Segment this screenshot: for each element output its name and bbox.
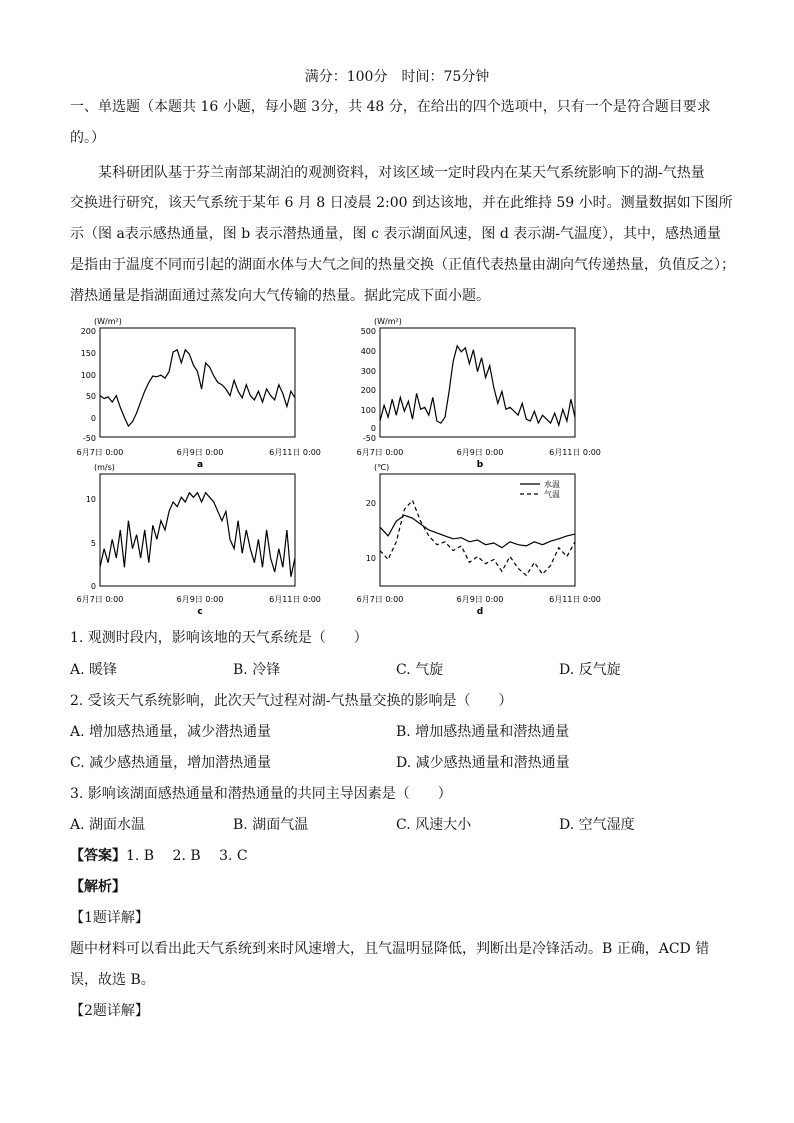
chart-c-unit: (m/s) xyxy=(94,463,115,472)
chart-a-caption: a xyxy=(196,460,204,470)
question-3-option-d: D. 空气湿度 xyxy=(559,817,635,833)
analysis-label: 【解析】 xyxy=(70,879,126,895)
y-tick-label: 5 xyxy=(90,539,96,548)
y-tick-label: -50 xyxy=(362,434,376,443)
question-1-option-c: C. 气旋 xyxy=(396,662,444,678)
y-tick-label: 400 xyxy=(360,347,376,356)
question-3-option-a: A. 湖面水温 xyxy=(70,817,146,833)
passage-line: 是指由于温度不同而引起的湖面水体与大气之间的热量交换（正值代表热量由湖向气传递热量，负值反之）； xyxy=(70,257,735,273)
detail-1-line: 题中材料可以看出此天气系统到来时风速增大，且气温明显降低，判断出是冷锋活动。B 正确，ACD 错 xyxy=(70,941,710,957)
answer-text: 1. B 2. B 3. C xyxy=(126,848,248,864)
answer-label: 【答案】 xyxy=(70,848,126,864)
chart-b-frame xyxy=(380,328,575,437)
y-tick-label: 20 xyxy=(365,499,376,508)
chart-a-unit: (W/m²) xyxy=(94,317,122,326)
question-1-option-a: A. 暖锋 xyxy=(70,662,118,678)
chart-c-caption: c xyxy=(197,607,203,617)
y-tick-label: 10 xyxy=(365,554,376,563)
chart-b-yticks xyxy=(361,327,376,443)
question-2-option-c: C. 减少感热通量，增加潜热通量 xyxy=(70,755,272,771)
question-2-option-b: B. 增加感热通量和潜热通量 xyxy=(396,724,570,740)
chart-d-caption: d xyxy=(476,607,484,617)
chart-c-series-line xyxy=(100,493,295,577)
chart-d-series-water-line xyxy=(380,515,575,547)
y-tick-label: 100 xyxy=(80,371,96,380)
exam-header: 满分：100分 时间：75分钟 xyxy=(304,69,490,85)
y-tick-label: 200 xyxy=(80,327,96,336)
chart-c xyxy=(70,458,340,618)
chart-a-yticks xyxy=(81,327,96,443)
question-3-option-b: B. 湖面气温 xyxy=(233,817,309,833)
legend-label-air: 气温 xyxy=(544,490,560,499)
y-tick-label: -50 xyxy=(82,434,96,443)
y-tick-label: 300 xyxy=(360,367,376,376)
legend-label-water: 水温 xyxy=(544,480,560,489)
y-tick-label: 0 xyxy=(90,582,96,591)
question-2-stem: 2. 受该天气系统影响，此次天气过程对湖-气热量交换的影响是（ ） xyxy=(70,693,513,709)
chart-d-yticks xyxy=(366,499,376,563)
detail-1-line: 误，故选 B。 xyxy=(70,972,155,988)
x-tick-label: 6月9日 0:00 xyxy=(176,448,224,457)
y-tick-label: 200 xyxy=(360,386,376,395)
detail-1-title: 【1题详解】 xyxy=(70,910,149,926)
x-tick-label: 6月11日 0:00 xyxy=(269,595,321,604)
section-title: 一、单选题（本题共 16 小题，每小题 3分，共 48 分，在给出的四个选项中，只有一个是符合题目要求 xyxy=(70,99,711,115)
y-tick-label: 100 xyxy=(360,406,376,415)
chart-a-series-line xyxy=(100,350,295,426)
y-tick-label: 0 xyxy=(370,424,376,433)
question-1-stem: 1. 观测时段内，影响该地的天气系统是（ ） xyxy=(70,630,368,646)
chart-b-series-line xyxy=(380,346,575,425)
chart-b-caption: b xyxy=(476,460,484,470)
x-tick-label: 6月11日 0:00 xyxy=(549,595,601,604)
chart-d xyxy=(350,458,620,618)
passage-line: 示（图 a表示感热通量，图 b 表示潜热通量，图 c 表示湖面风速，图 d 表示湖-气温度），其中，感热通量 xyxy=(70,226,721,242)
chart-d-legend xyxy=(520,479,560,499)
question-2-option-d: D. 减少感热通量和潜热通量 xyxy=(396,755,570,771)
x-tick-label: 6月7日 0:00 xyxy=(356,595,404,604)
x-tick-label: 6月11日 0:00 xyxy=(549,448,601,457)
chart-a-frame xyxy=(100,328,295,437)
x-tick-label: 6月9日 0:00 xyxy=(456,595,504,604)
x-tick-label: 6月7日 0:00 xyxy=(76,595,124,604)
question-1-option-d: D. 反气旋 xyxy=(559,662,621,678)
y-tick-label: 0 xyxy=(90,414,96,423)
chart-c-yticks xyxy=(86,495,96,591)
chart-d-series-air-line xyxy=(380,501,575,576)
section-title-continued: 的。） xyxy=(70,130,105,146)
x-tick-label: 6月7日 0:00 xyxy=(356,448,404,457)
y-tick-label: 10 xyxy=(85,495,96,504)
chart-b xyxy=(350,312,620,472)
chart-d-unit: (℃) xyxy=(374,463,390,472)
question-3-option-c: C. 风速大小 xyxy=(396,817,472,833)
x-tick-label: 6月9日 0:00 xyxy=(176,595,224,604)
question-1-option-b: B. 冷锋 xyxy=(233,662,281,678)
y-tick-label: 50 xyxy=(85,392,96,401)
y-tick-label: 500 xyxy=(360,327,376,336)
x-tick-label: 6月9日 0:00 xyxy=(456,448,504,457)
question-2-option-a: A. 增加感热通量，减少潜热通量 xyxy=(70,724,272,740)
x-tick-label: 6月11日 0:00 xyxy=(269,448,321,457)
question-3-stem: 3. 影响该湖面感热通量和潜热通量的共同主导因素是（ ） xyxy=(70,786,452,802)
chart-b-unit: (W/m²) xyxy=(374,317,402,326)
detail-2-title: 【2题详解】 xyxy=(70,1003,149,1019)
passage-line: 某科研团队基于芬兰南部某湖泊的观测资料，对该区域一定时段内在某天气系统影响下的湖-气热量 xyxy=(98,165,705,181)
chart-a xyxy=(70,312,340,472)
passage-line: 潜热通量是指湖面通过蒸发向大气传输的热量。据此完成下面小题。 xyxy=(70,288,490,304)
passage-line: 交换进行研究，该天气系统于某年 6 月 8 日凌晨 2:00 到达该地，并在此维持 59 小时。测量数据如下图所 xyxy=(70,195,733,211)
y-tick-label: 150 xyxy=(80,349,96,358)
answer-line xyxy=(70,846,248,866)
x-tick-label: 6月7日 0:00 xyxy=(76,448,124,457)
